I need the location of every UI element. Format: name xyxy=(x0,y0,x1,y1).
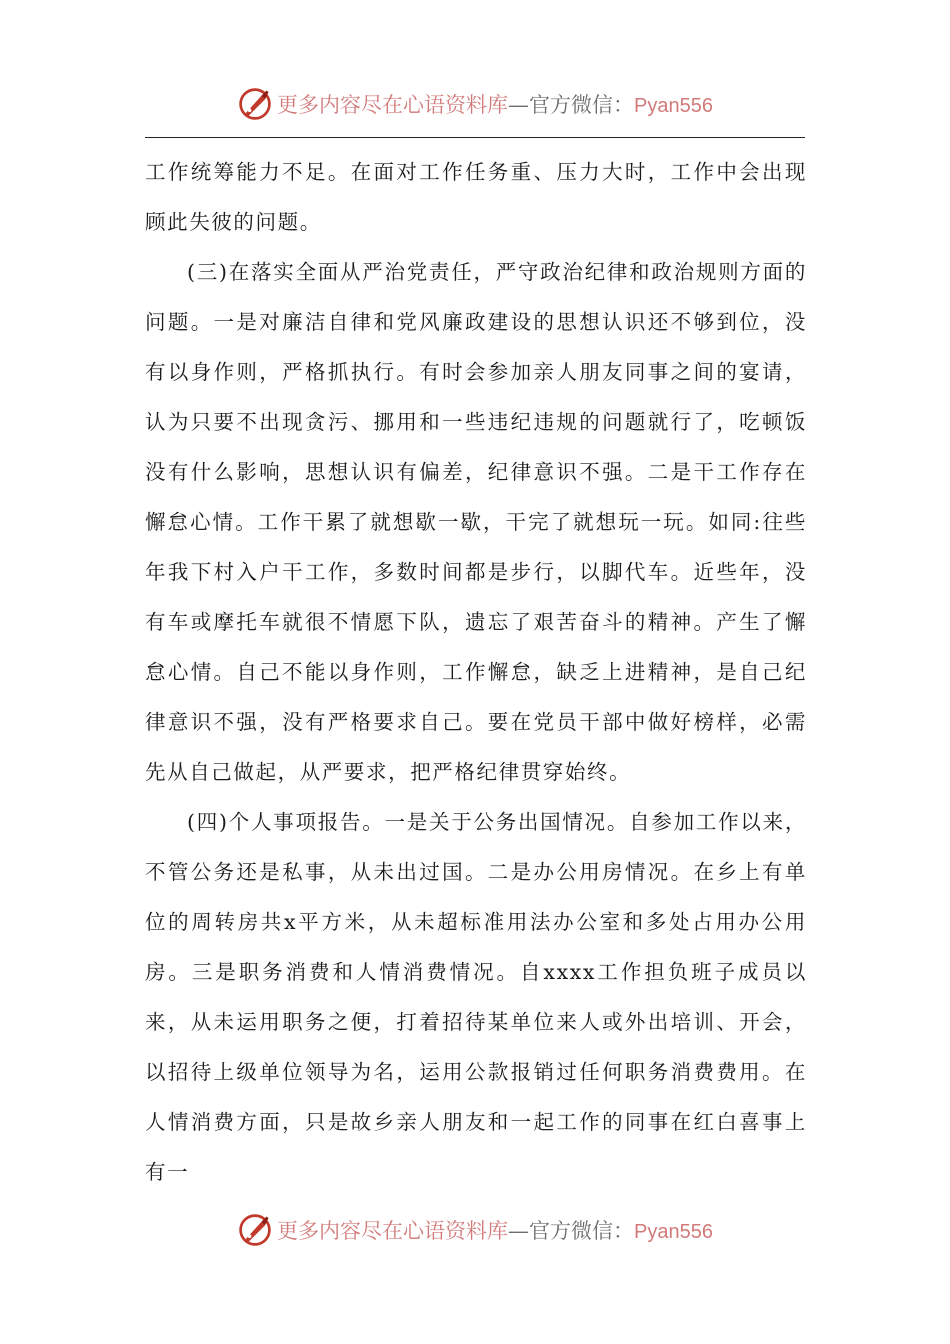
footer-wechat-handle: Pyan556 xyxy=(634,1221,713,1243)
document-body xyxy=(145,147,807,1197)
footer-library-text: 更多内容尽在心语资料库 xyxy=(277,1219,509,1243)
footer-banner-text xyxy=(277,1215,713,1245)
header-banner-text xyxy=(277,89,713,119)
header-divider xyxy=(145,137,805,138)
body-paragraph-2: (三)在落实全面从严治党责任，严守政治纪律和政治规则方面的问题。一是对廉洁自律和党风廉政建设的思想认识还不够到位，没有以身作则，严格抓执行。有时会参加亲人朋友同事之间的宴请，认为只要不出现贪污、挪用和一些违纪违规的问题就行了，吃顿饭没有什么影响，思想认识有偏差，纪律意识不强。二是干工作存在懈怠心情。工作干累了就想歇一歇，干完了就想玩一玩。如同:往些年我下村入户干工作，多数时间都是步行，以脚代车。近些年，没有车或摩托车就很不情愿下队，遗忘了艰苦奋斗的精神。产生了懈怠心情。自己不能以身作则，工作懈怠，缺乏上进精神，是自己纪律意识不强，没有严格要求自己。要在党员干部中做好榜样，必需先从自己做起，从严要求，把严格纪律贯穿始终。 xyxy=(145,260,807,784)
header-banner xyxy=(0,82,950,126)
pen-nib-logo-icon xyxy=(237,86,273,122)
body-paragraph-1: 工作统筹能力不足。在面对工作任务重、压力大时，工作中会出现顾此失彼的问题。 xyxy=(145,160,807,234)
header-official-text: —官方微信： xyxy=(508,93,635,117)
header-wechat-handle: Pyan556 xyxy=(634,95,713,117)
pen-nib-logo-icon xyxy=(237,1212,273,1248)
header-library-text: 更多内容尽在心语资料库 xyxy=(277,93,509,117)
footer-official-text: —官方微信： xyxy=(508,1219,635,1243)
body-paragraph-3: (四)个人事项报告。一是关于公务出国情况。自参加工作以来，不管公务还是私事，从未出过国。二是办公用房情况。在乡上有单位的周转房共x平方米，从未超标准用法办公室和多处占用办公用房。三是职务消费和人情消费情况。自xxxx工作担负班子成员以来，从未运用职务之便，打着招待某单位来人或外出培训、开会，以招待上级单位领导为名，运用公款报销过任何职务消费费用。在人情消费方面，只是故乡亲人朋友和一起工作的同事在红白喜事上有一 xyxy=(145,810,807,1184)
footer-banner xyxy=(0,1208,950,1252)
